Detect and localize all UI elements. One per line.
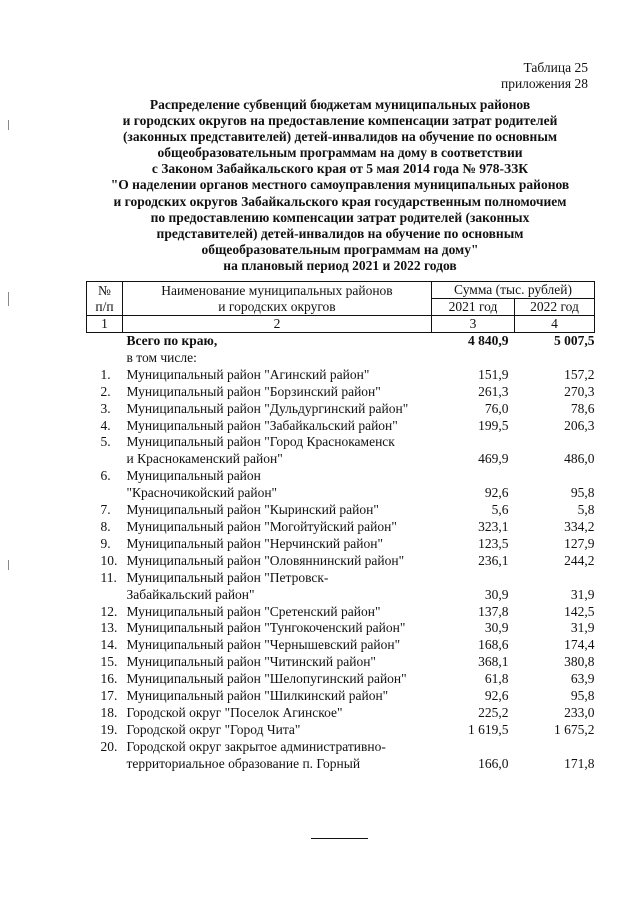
title-line: "О наделении органов местного самоуправления муниципальных районов: [110, 177, 570, 193]
row-value-2022: 1 675,2: [554, 721, 595, 737]
row-number: 14.: [100, 637, 118, 653]
title-line: с Законом Забайкальского края от 5 мая 2014 года № 978-ЗЗК: [151, 161, 529, 177]
row-value-2021: 225,2: [478, 704, 509, 720]
row-number: 1.: [100, 366, 111, 382]
row-value-2021: 199,5: [478, 417, 509, 433]
row-value-2021: 168,6: [478, 637, 509, 653]
row-value-2022: 270,3: [564, 383, 595, 399]
row-name: [123, 367, 432, 384]
row-name: [123, 654, 432, 671]
row-number: 17.: [100, 688, 118, 704]
header-number-line: п/п: [95, 298, 114, 314]
row-name: [123, 553, 432, 570]
row-name-line: Муниципальный район "Могойтуйский район": [126, 518, 397, 534]
row-number: 6.: [100, 468, 111, 484]
table-row: [87, 688, 595, 705]
table-row: [87, 536, 595, 553]
row-value-2022: 380,8: [564, 654, 595, 670]
row-number: 9.: [100, 535, 111, 551]
title-line: и городских округов Забайкальского края государственным полномочием: [113, 193, 567, 209]
table-row: [87, 604, 595, 621]
table-row: [87, 384, 595, 401]
row-name-line: Муниципальный район "Шилкинский район": [126, 688, 389, 704]
row-value-2022: 31,9: [570, 620, 595, 636]
row-value-2021: 236,1: [478, 552, 509, 568]
column-index-3: 3: [432, 316, 515, 333]
including-label: в том числе:: [126, 349, 197, 365]
including-row: [87, 350, 595, 367]
row-name-line: Муниципальный район "Город Краснокаменск: [126, 434, 395, 450]
row-value-2022: 5,8: [577, 502, 595, 518]
row-name-line: Муниципальный район "Борзинский район": [126, 383, 381, 399]
title-line: представителей) детей-инвалидов на обучение по основным: [156, 225, 524, 241]
header-name-line: Наименование муниципальных районов: [161, 282, 393, 298]
row-value-2022: 142,5: [564, 603, 595, 619]
row-name: [123, 570, 432, 604]
row-name-line: Муниципальный район "Дульдургинский район": [126, 400, 409, 416]
row-name: [123, 536, 432, 553]
header-name-line: и городских округов: [218, 298, 336, 314]
row-number: 3.: [100, 400, 111, 416]
row-value-2021: 92,6: [484, 485, 509, 501]
title-line: общеобразовательным программам на дому": [201, 241, 479, 257]
table-row: [87, 637, 595, 654]
table-row: [87, 722, 595, 739]
row-name: [123, 722, 432, 739]
row-name: [123, 688, 432, 705]
scan-edge-mark: [8, 560, 9, 570]
row-number: 2.: [100, 383, 111, 399]
header-year-2022: 2022 год: [515, 299, 595, 316]
row-name: [123, 519, 432, 536]
header-year-2021: 2021 год: [432, 299, 515, 316]
row-name-line: Муниципальный район "Читинский район": [126, 654, 376, 670]
row-value-2022: 78,6: [570, 400, 595, 416]
row-value-2022: 95,8: [570, 485, 595, 501]
row-name: [123, 468, 432, 502]
row-value-2021: 76,0: [484, 400, 509, 416]
row-name-line: Муниципальный район "Сретенский район": [126, 603, 381, 619]
title-line: на плановый период 2021 и 2022 годов: [223, 257, 457, 273]
row-value-2022: 95,8: [570, 688, 595, 704]
total-label: Всего по краю,: [126, 333, 218, 348]
appendix-reference: [501, 60, 588, 92]
column-index-4: 4: [515, 316, 595, 333]
row-number: 4.: [100, 417, 111, 433]
table-row: [87, 418, 595, 435]
row-name: [123, 705, 432, 722]
row-name-line: Забайкальский район": [126, 586, 255, 602]
row-name: [123, 637, 432, 654]
row-value-2022: 244,2: [564, 552, 595, 568]
table-row: [87, 671, 595, 688]
row-name-line: Муниципальный район "Нерчинский район": [126, 535, 383, 551]
row-name-line: Муниципальный район "Агинский район": [126, 366, 370, 382]
row-number: 13.: [100, 620, 118, 636]
row-number: 10.: [100, 552, 118, 568]
row-name-line: "Красночикойский район": [126, 485, 278, 501]
column-index-1: 1: [87, 316, 123, 333]
table-row: [87, 468, 595, 502]
row-number: 16.: [100, 671, 118, 687]
row-name: [123, 502, 432, 519]
row-value-2022: 127,9: [564, 535, 595, 551]
row-value-2021: 368,1: [478, 654, 509, 670]
row-number: 8.: [100, 518, 111, 534]
row-value-2021: 123,5: [478, 535, 509, 551]
row-value-2021: 5,6: [491, 502, 509, 518]
table-row: [87, 705, 595, 722]
row-value-2021: 92,6: [484, 688, 509, 704]
header-name: [123, 282, 432, 316]
row-value-2021: 261,3: [478, 383, 509, 399]
row-value-2022: 174,4: [564, 637, 595, 653]
row-value-2022: 334,2: [564, 518, 595, 534]
row-name: [123, 620, 432, 637]
table-row: [87, 401, 595, 418]
row-name-line: Муниципальный район "Оловяннинский район": [126, 552, 405, 568]
total-row: [87, 333, 595, 350]
table-row: [87, 519, 595, 536]
row-number: 5.: [100, 434, 111, 450]
total-num: [87, 333, 123, 350]
table-row: [87, 434, 595, 468]
row-number: 11.: [100, 569, 117, 585]
row-name: [123, 401, 432, 418]
row-value-2021: 61,8: [484, 671, 509, 687]
table-row: [87, 502, 595, 519]
row-value-2022: 171,8: [564, 755, 595, 771]
row-name: [123, 671, 432, 688]
column-index-2: 2: [123, 316, 432, 333]
row-value-2022: 233,0: [564, 704, 595, 720]
total-2021: 4 840,9: [468, 333, 509, 348]
table-row: [87, 553, 595, 570]
table-row: [87, 739, 595, 773]
table-header: [87, 282, 595, 333]
row-name: [123, 384, 432, 401]
row-value-2021: 166,0: [478, 755, 509, 771]
row-value-2022: 63,9: [570, 671, 595, 687]
row-name: [123, 418, 432, 435]
row-name-line: Муниципальный район "Петровск-: [126, 569, 329, 585]
table-row: [87, 620, 595, 637]
total-2022: 5 007,5: [554, 333, 595, 348]
table-row: [87, 367, 595, 384]
row-number: 19.: [100, 721, 118, 737]
row-name-line: Городской округ закрытое административно-: [126, 738, 386, 754]
header-sum: Сумма (тыс. рублей): [432, 282, 595, 299]
title-line: Распределение субвенций бюджетам муниципальных районов: [149, 97, 531, 112]
row-name-line: Муниципальный район "Забайкальский район": [126, 417, 398, 433]
row-value-2021: 30,9: [484, 586, 509, 602]
row-name-line: Муниципальный район "Чернышевский район": [126, 637, 401, 653]
row-value-2022: 206,3: [564, 417, 595, 433]
table-number: Таблица 25: [523, 60, 588, 75]
table-row: [87, 570, 595, 604]
end-rule: [311, 838, 368, 839]
row-name-line: Городской округ "Поселок Агинское": [126, 704, 343, 720]
row-number: 12.: [100, 603, 118, 619]
header-number: [87, 282, 123, 316]
row-name: [123, 739, 432, 773]
row-name: [123, 434, 432, 468]
row-value-2021: 469,9: [478, 451, 509, 467]
title-line: (законных представителей) детей-инвалидов на обучение по основным: [122, 129, 558, 145]
appendix-number: приложения 28: [500, 76, 588, 91]
document-title: [85, 97, 595, 274]
row-value-2021: 137,8: [478, 603, 509, 619]
row-value-2022: 31,9: [570, 586, 595, 602]
row-value-2022: 157,2: [564, 366, 595, 382]
row-number: 18.: [100, 704, 118, 720]
row-name-line: Муниципальный район: [126, 468, 261, 484]
row-number: 15.: [100, 654, 118, 670]
row-number: 20.: [100, 738, 118, 754]
row-name: [123, 604, 432, 621]
row-name-line: Муниципальный район "Тунгокоченский район": [126, 620, 406, 636]
scan-edge-mark: [8, 120, 9, 130]
scan-edge-mark: [8, 292, 9, 306]
title-line: по предоставлению компенсации затрат родителей (законных: [150, 209, 530, 225]
header-number-line: №: [98, 282, 111, 298]
subsidy-table: [86, 281, 595, 773]
table-body: [87, 333, 595, 773]
table-row: [87, 654, 595, 671]
title-line: общеобразовательным программам на дому в соответствии: [157, 145, 523, 161]
row-name-line: Муниципальный район "Кыринский район": [126, 502, 379, 518]
row-name-line: и Краснокаменский район": [126, 451, 283, 467]
row-value-2021: 151,9: [478, 366, 509, 382]
row-name-line: Городской округ "Город Чита": [126, 721, 301, 737]
title-line: и городских округов на предоставление компенсации затрат родителей: [122, 113, 558, 129]
row-name-line: Муниципальный район "Шелопугинский район": [126, 671, 407, 687]
row-value-2021: 323,1: [478, 518, 509, 534]
row-value-2021: 1 619,5: [468, 721, 509, 737]
row-name-line: территориальное образование п. Горный: [126, 755, 361, 771]
row-value-2021: 30,9: [484, 620, 509, 636]
row-value-2022: 486,0: [564, 451, 595, 467]
row-number: 7.: [100, 502, 111, 518]
